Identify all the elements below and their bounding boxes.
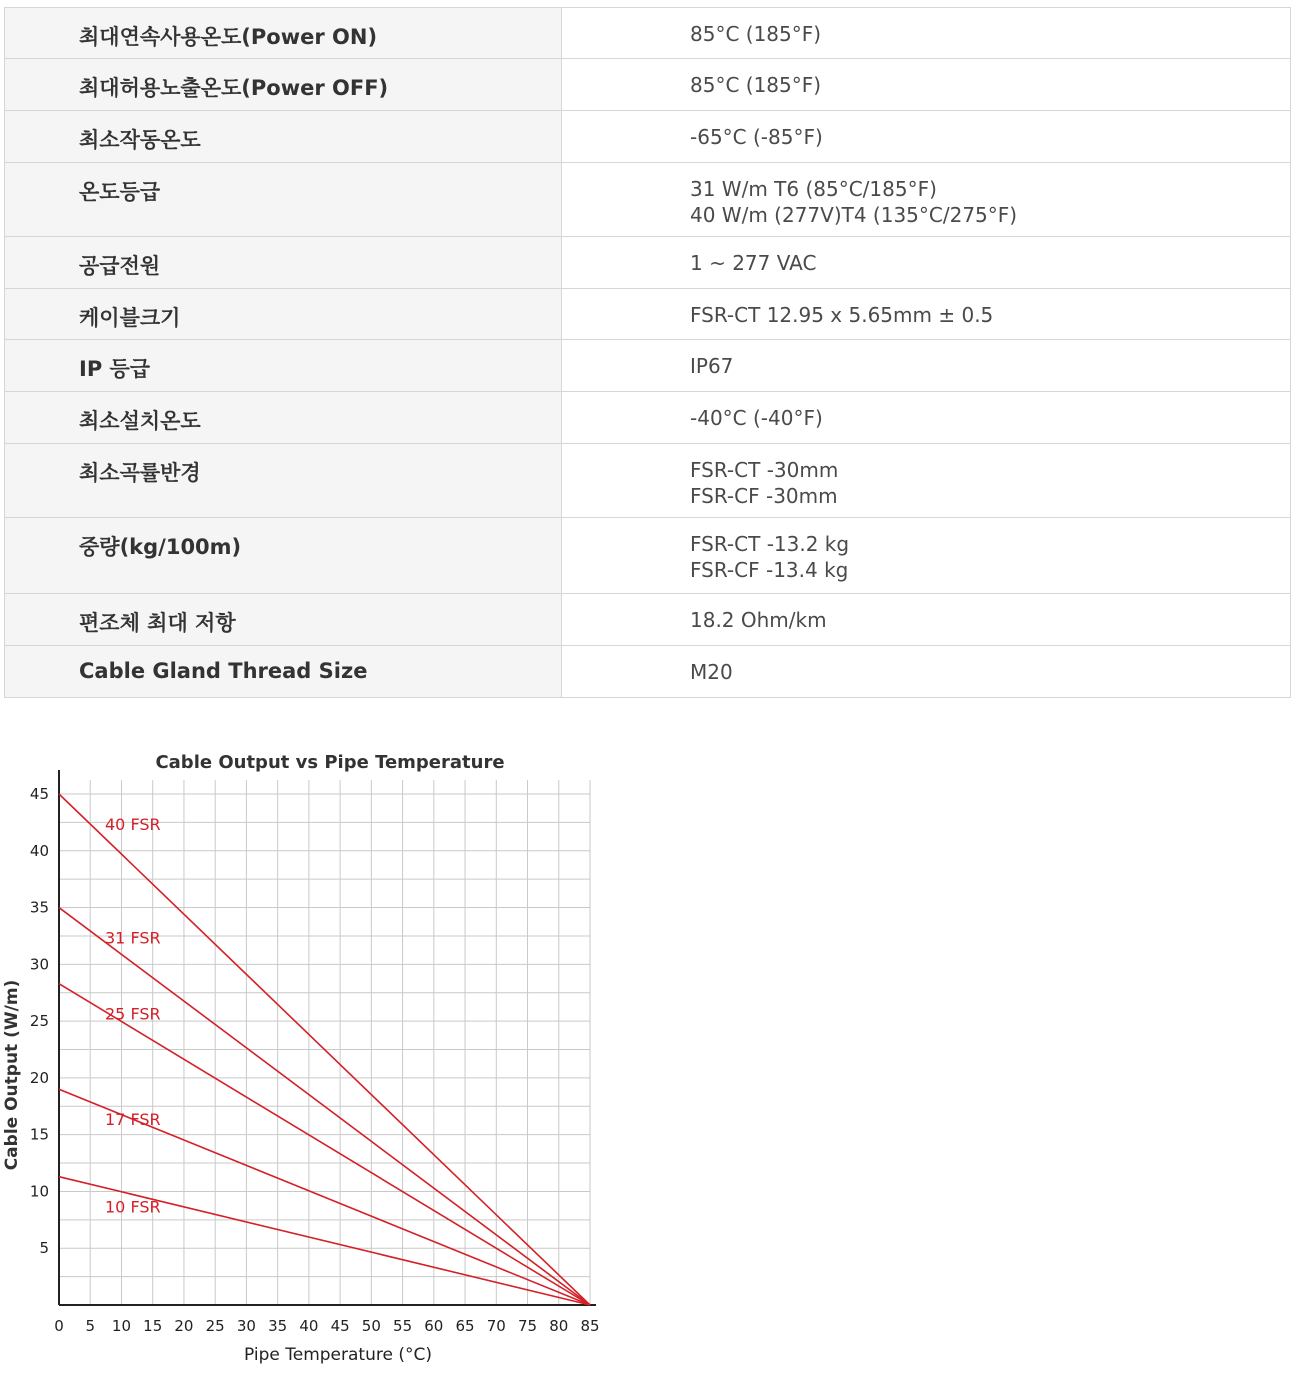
spec-label: 온도등급 [5,163,562,237]
x-tick-label: 10 [111,1317,132,1335]
spec-row [5,392,1291,444]
spec-row [5,8,1291,59]
spec-label: 최소곡률반경 [5,444,562,518]
x-tick-label: 35 [268,1317,288,1335]
output-temperature-chart [0,740,620,1380]
spec-row [5,444,1291,518]
spec-row [5,163,1291,237]
x-tick-label: 40 [299,1317,319,1335]
series-label: 40 FSR [105,815,161,834]
y-tick-label: 45 [29,785,49,803]
spec-row [5,289,1291,340]
chart-title: Cable Output vs Pipe Temperature [155,752,505,773]
spec-row [5,59,1291,111]
spec-value: M20 [562,646,1291,698]
spec-value: FSR-CT 12.95 x 5.65mm ± 0.5 [562,289,1291,340]
y-tick-label: 15 [29,1125,49,1144]
x-tick-label: 30 [236,1317,256,1335]
spec-label: 중량(kg/100m) [5,518,562,594]
chart-axes [59,770,596,1305]
y-tick-label: 5 [39,1239,49,1258]
spec-row [5,340,1291,392]
series-line [59,984,590,1305]
series-label: 10 FSR [105,1197,161,1217]
series-label: 25 FSR [105,1004,161,1024]
spec-row [5,646,1291,698]
x-tick-label: 75 [517,1317,538,1335]
spec-label: 최대연속사용온도(Power ON) [5,8,562,59]
chart-tick-labels [30,785,600,1335]
series-line [59,1177,590,1305]
x-tick-label: 85 [580,1317,600,1335]
spec-row [5,518,1291,594]
y-tick-label: 40 [29,841,49,860]
series-label: 31 FSR [105,928,161,948]
spec-label: 편조체 최대 저항 [5,594,562,646]
spec-row [5,237,1291,289]
spec-label: 최소설치온도 [5,392,562,444]
spec-value: 1 ~ 277 VAC [562,237,1291,289]
series-label: 17 FSR [105,1110,161,1130]
spec-row [5,594,1291,646]
spec-value: 85°C (185°F) [562,8,1291,59]
spec-label: 공급전원 [5,237,562,289]
spec-value: -65°C (-85°F) [562,111,1291,163]
x-tick-label: 15 [143,1317,163,1335]
spec-value: 85°C (185°F) [562,59,1291,111]
chart-grid [59,780,590,1305]
x-tick-label: 5 [85,1317,96,1335]
x-tick-label: 20 [174,1317,194,1335]
spec-value: IP67 [562,340,1291,392]
x-tick-label: 50 [361,1317,381,1335]
spec-value: FSR-CT -13.2 kg FSR-CF -13.4 kg [562,518,1291,594]
x-tick-label: 70 [486,1317,506,1335]
spec-label: 케이블크기 [5,289,562,340]
spec-label: IP 등급 [5,340,562,392]
y-tick-label: 25 [29,1012,49,1031]
y-tick-label: 35 [29,898,49,917]
spec-value: FSR-CT -30mm FSR-CF -30mm [562,444,1291,518]
x-tick-label: 45 [330,1317,350,1335]
x-tick-label: 0 [54,1317,64,1335]
x-tick-label: 55 [393,1317,413,1335]
spec-table [4,7,1291,698]
spec-value: -40°C (-40°F) [562,392,1291,444]
spec-table-body [5,8,1291,698]
y-tick-label: 30 [29,955,49,974]
x-tick-label: 65 [455,1317,475,1335]
x-tick-label: 80 [549,1317,569,1335]
y-axis-label: Cable Output (W/m) [2,979,22,1171]
spec-value: 18.2 Ohm/km [562,594,1291,646]
x-tick-label: 60 [424,1317,444,1335]
y-tick-label: 10 [29,1182,49,1201]
x-tick-label: 25 [205,1317,225,1335]
x-axis-label: Pipe Temperature (°C) [244,1345,432,1365]
spec-label: Cable Gland Thread Size [5,646,562,698]
spec-row [5,111,1291,163]
spec-label: 최대허용노출온도(Power OFF) [5,59,562,111]
y-tick-label: 20 [29,1068,49,1087]
spec-value: 31 W/m T6 (85°C/185°F) 40 W/m (277V)T4 (135°C/275°F) [562,163,1291,237]
spec-label: 최소작동온도 [5,111,562,163]
